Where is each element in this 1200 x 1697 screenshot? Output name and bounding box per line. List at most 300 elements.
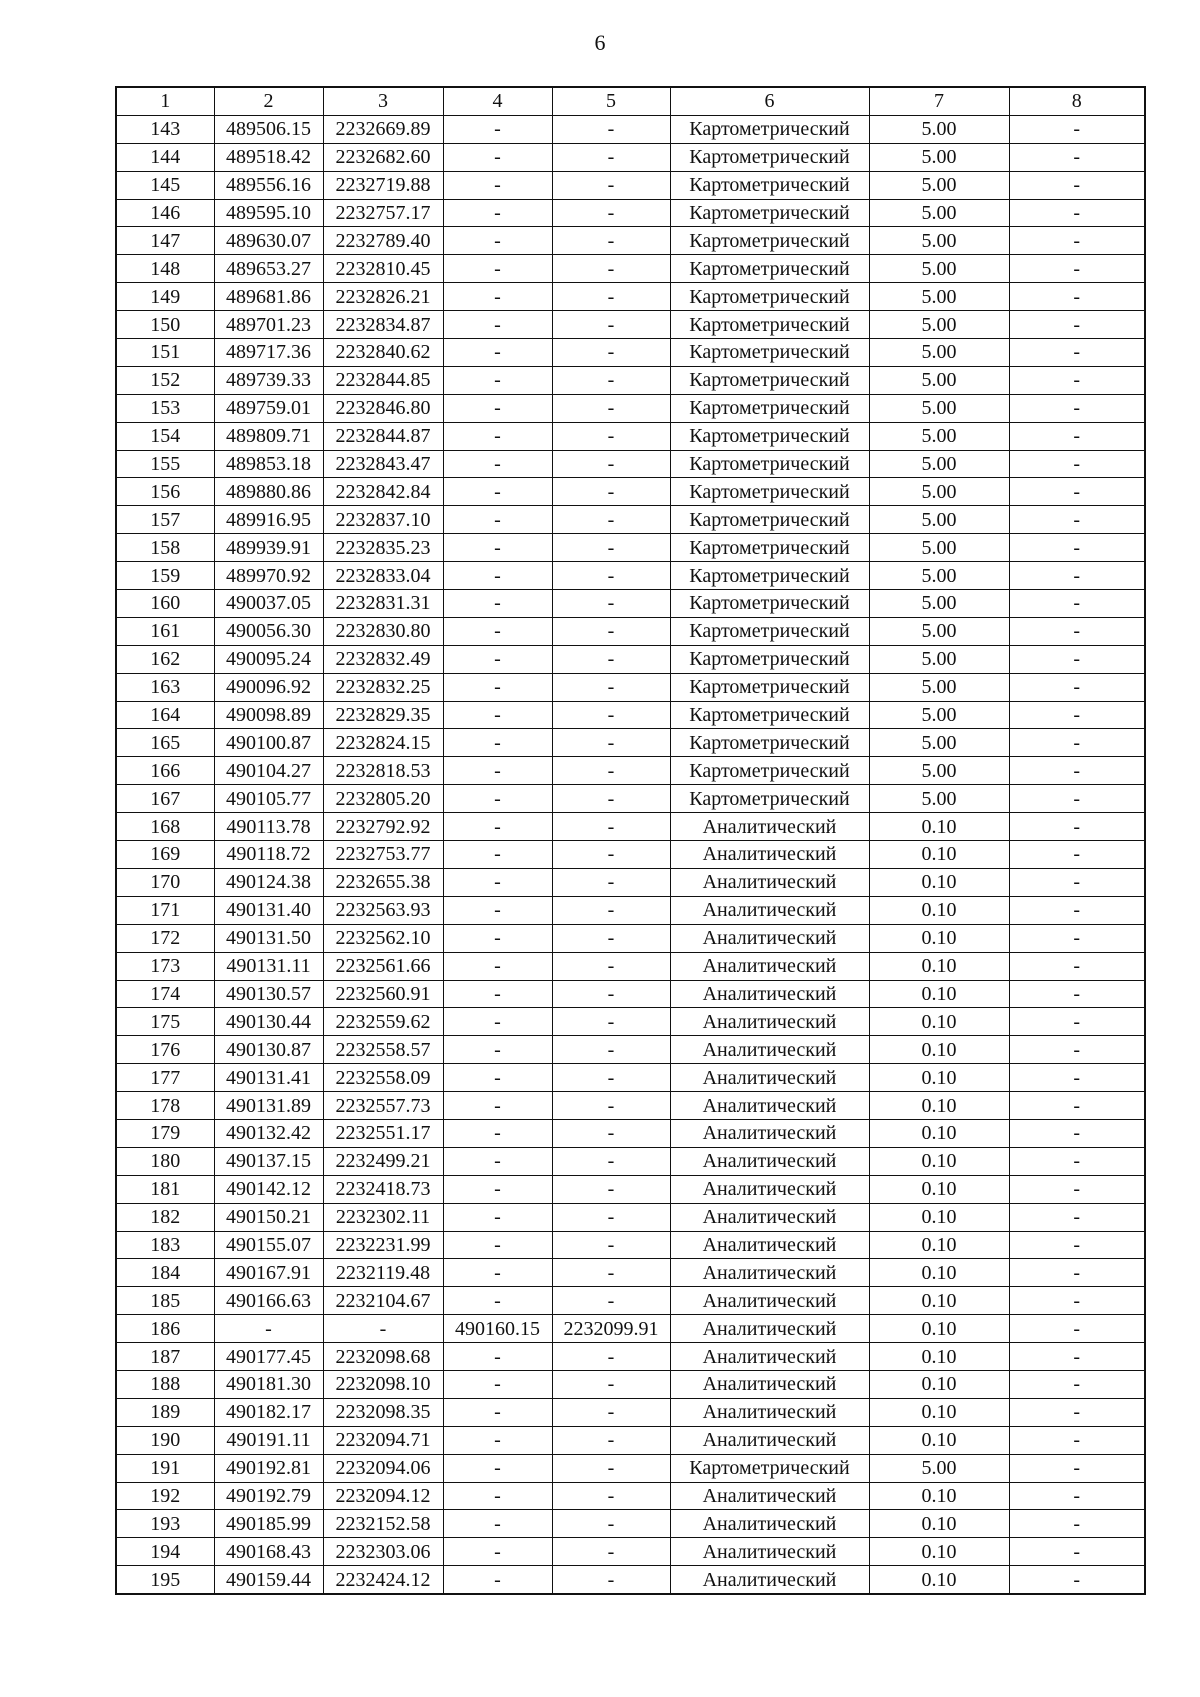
point-number-cell: 169 xyxy=(116,841,214,869)
x-new-coordinate-cell: - xyxy=(443,311,552,339)
y-coordinate-cell: 2232840.62 xyxy=(323,339,443,367)
accuracy-cell: 5.00 xyxy=(869,617,1009,645)
point-number-cell: 180 xyxy=(116,1147,214,1175)
table-row xyxy=(116,1203,1145,1231)
point-number-cell: 172 xyxy=(116,924,214,952)
point-number-cell: 146 xyxy=(116,199,214,227)
x-coordinate-cell: 489701.23 xyxy=(214,311,323,339)
note-cell: - xyxy=(1009,645,1145,673)
table-row xyxy=(116,590,1145,618)
table-body xyxy=(116,115,1145,1594)
y-coordinate-cell: 2232830.80 xyxy=(323,617,443,645)
note-cell: - xyxy=(1009,841,1145,869)
note-cell: - xyxy=(1009,896,1145,924)
point-number-cell: 184 xyxy=(116,1259,214,1287)
note-cell: - xyxy=(1009,422,1145,450)
x-coordinate-cell: 490130.44 xyxy=(214,1008,323,1036)
accuracy-cell: 5.00 xyxy=(869,562,1009,590)
point-number-cell: 176 xyxy=(116,1036,214,1064)
table-row xyxy=(116,980,1145,1008)
x-new-coordinate-cell: - xyxy=(443,366,552,394)
method-cell: Картометрический xyxy=(670,562,869,590)
method-cell: Аналитический xyxy=(670,1426,869,1454)
accuracy-cell: 0.10 xyxy=(869,868,1009,896)
y-coordinate-cell: 2232826.21 xyxy=(323,283,443,311)
accuracy-cell: 0.10 xyxy=(869,1426,1009,1454)
table-row xyxy=(116,1064,1145,1092)
y-coordinate-cell: 2232424.12 xyxy=(323,1566,443,1594)
method-cell: Аналитический xyxy=(670,1231,869,1259)
y-new-coordinate-cell: - xyxy=(552,171,670,199)
note-cell: - xyxy=(1009,562,1145,590)
accuracy-cell: 0.10 xyxy=(869,980,1009,1008)
method-cell: Аналитический xyxy=(670,924,869,952)
y-new-coordinate-cell: - xyxy=(552,645,670,673)
accuracy-cell: 5.00 xyxy=(869,478,1009,506)
accuracy-cell: 5.00 xyxy=(869,757,1009,785)
table-row xyxy=(116,785,1145,813)
y-new-coordinate-cell: - xyxy=(552,1370,670,1398)
point-number-cell: 145 xyxy=(116,171,214,199)
method-cell: Аналитический xyxy=(670,1203,869,1231)
column-header: 2 xyxy=(214,87,323,115)
x-new-coordinate-cell: - xyxy=(443,729,552,757)
y-new-coordinate-cell: - xyxy=(552,115,670,143)
method-cell: Картометрический xyxy=(670,450,869,478)
table-row xyxy=(116,701,1145,729)
y-coordinate-cell: 2232835.23 xyxy=(323,534,443,562)
table-row xyxy=(116,1259,1145,1287)
note-cell: - xyxy=(1009,1510,1145,1538)
y-coordinate-cell: 2232831.31 xyxy=(323,590,443,618)
point-number-cell: 152 xyxy=(116,366,214,394)
y-coordinate-cell: 2232562.10 xyxy=(323,924,443,952)
y-new-coordinate-cell: - xyxy=(552,1426,670,1454)
y-coordinate-cell: 2232551.17 xyxy=(323,1119,443,1147)
y-new-coordinate-cell: - xyxy=(552,841,670,869)
y-coordinate-cell: 2232842.84 xyxy=(323,478,443,506)
y-coordinate-cell: 2232844.85 xyxy=(323,366,443,394)
accuracy-cell: 5.00 xyxy=(869,311,1009,339)
y-new-coordinate-cell: - xyxy=(552,1008,670,1036)
y-coordinate-cell: 2232837.10 xyxy=(323,506,443,534)
table-row xyxy=(116,1398,1145,1426)
table-row xyxy=(116,868,1145,896)
method-cell: Аналитический xyxy=(670,1538,869,1566)
table-row xyxy=(116,617,1145,645)
x-coordinate-cell: 490037.05 xyxy=(214,590,323,618)
accuracy-cell: 0.10 xyxy=(869,1092,1009,1120)
note-cell: - xyxy=(1009,394,1145,422)
y-coordinate-cell: 2232655.38 xyxy=(323,868,443,896)
table-row xyxy=(116,1231,1145,1259)
x-coordinate-cell: 490095.24 xyxy=(214,645,323,673)
y-new-coordinate-cell: - xyxy=(552,952,670,980)
method-cell: Картометрический xyxy=(670,171,869,199)
x-new-coordinate-cell: - xyxy=(443,506,552,534)
y-coordinate-cell: 2232098.68 xyxy=(323,1343,443,1371)
y-new-coordinate-cell: - xyxy=(552,896,670,924)
x-new-coordinate-cell: - xyxy=(443,980,552,1008)
page-number: 6 xyxy=(594,30,606,55)
y-new-coordinate-cell: - xyxy=(552,450,670,478)
y-new-coordinate-cell: - xyxy=(552,1287,670,1315)
y-coordinate-cell: 2232094.71 xyxy=(323,1426,443,1454)
x-new-coordinate-cell: - xyxy=(443,199,552,227)
accuracy-cell: 0.10 xyxy=(869,952,1009,980)
point-number-cell: 149 xyxy=(116,283,214,311)
x-new-coordinate-cell: - xyxy=(443,562,552,590)
note-cell: - xyxy=(1009,1538,1145,1566)
table-row xyxy=(116,1175,1145,1203)
x-coordinate-cell: 489595.10 xyxy=(214,199,323,227)
note-cell: - xyxy=(1009,1036,1145,1064)
y-coordinate-cell: - xyxy=(323,1315,443,1343)
x-coordinate-cell: 490155.07 xyxy=(214,1231,323,1259)
y-new-coordinate-cell: - xyxy=(552,534,670,562)
method-cell: Аналитический xyxy=(670,1287,869,1315)
note-cell: - xyxy=(1009,701,1145,729)
method-cell: Аналитический xyxy=(670,1119,869,1147)
x-new-coordinate-cell: - xyxy=(443,1008,552,1036)
accuracy-cell: 0.10 xyxy=(869,1147,1009,1175)
point-number-cell: 177 xyxy=(116,1064,214,1092)
y-coordinate-cell: 2232719.88 xyxy=(323,171,443,199)
note-cell: - xyxy=(1009,450,1145,478)
accuracy-cell: 0.10 xyxy=(869,1510,1009,1538)
x-new-coordinate-cell: - xyxy=(443,868,552,896)
x-coordinate-cell: 489681.86 xyxy=(214,283,323,311)
accuracy-cell: 5.00 xyxy=(869,1454,1009,1482)
note-cell: - xyxy=(1009,1482,1145,1510)
note-cell: - xyxy=(1009,729,1145,757)
y-coordinate-cell: 2232557.73 xyxy=(323,1092,443,1120)
x-coordinate-cell: 490191.11 xyxy=(214,1426,323,1454)
y-new-coordinate-cell: - xyxy=(552,701,670,729)
note-cell: - xyxy=(1009,1147,1145,1175)
table-row xyxy=(116,1315,1145,1343)
method-cell: Аналитический xyxy=(670,1566,869,1594)
point-number-cell: 179 xyxy=(116,1119,214,1147)
table-row xyxy=(116,1454,1145,1482)
x-new-coordinate-cell: - xyxy=(443,645,552,673)
note-cell: - xyxy=(1009,924,1145,952)
accuracy-cell: 5.00 xyxy=(869,422,1009,450)
method-cell: Картометрический xyxy=(670,757,869,785)
y-new-coordinate-cell: - xyxy=(552,757,670,785)
x-coordinate-cell: 489506.15 xyxy=(214,115,323,143)
x-coordinate-cell: 489653.27 xyxy=(214,255,323,283)
table-row xyxy=(116,924,1145,952)
note-cell: - xyxy=(1009,1008,1145,1036)
accuracy-cell: 0.10 xyxy=(869,1566,1009,1594)
note-cell: - xyxy=(1009,673,1145,701)
table-row xyxy=(116,227,1145,255)
x-coordinate-cell: 490185.99 xyxy=(214,1510,323,1538)
table-row xyxy=(116,394,1145,422)
accuracy-cell: 5.00 xyxy=(869,394,1009,422)
x-coordinate-cell: 490168.43 xyxy=(214,1538,323,1566)
table-row xyxy=(116,1343,1145,1371)
y-coordinate-cell: 2232094.06 xyxy=(323,1454,443,1482)
y-new-coordinate-cell: - xyxy=(552,590,670,618)
point-number-cell: 187 xyxy=(116,1343,214,1371)
method-cell: Картометрический xyxy=(670,729,869,757)
method-cell: Аналитический xyxy=(670,1398,869,1426)
column-header: 8 xyxy=(1009,87,1145,115)
x-coordinate-cell: 489970.92 xyxy=(214,562,323,590)
x-coordinate-cell: 490192.79 xyxy=(214,1482,323,1510)
x-coordinate-cell: 489916.95 xyxy=(214,506,323,534)
accuracy-cell: 0.10 xyxy=(869,924,1009,952)
table-row xyxy=(116,171,1145,199)
y-new-coordinate-cell: - xyxy=(552,1175,670,1203)
point-number-cell: 159 xyxy=(116,562,214,590)
table-row xyxy=(116,422,1145,450)
accuracy-cell: 5.00 xyxy=(869,255,1009,283)
method-cell: Картометрический xyxy=(670,673,869,701)
y-coordinate-cell: 2232094.12 xyxy=(323,1482,443,1510)
table-row xyxy=(116,311,1145,339)
x-new-coordinate-cell: - xyxy=(443,1510,552,1538)
table-row xyxy=(116,1426,1145,1454)
x-new-coordinate-cell: - xyxy=(443,841,552,869)
table-row xyxy=(116,478,1145,506)
table-row xyxy=(116,896,1145,924)
x-new-coordinate-cell: - xyxy=(443,701,552,729)
y-coordinate-cell: 2232558.09 xyxy=(323,1064,443,1092)
y-coordinate-cell: 2232832.25 xyxy=(323,673,443,701)
point-number-cell: 153 xyxy=(116,394,214,422)
method-cell: Картометрический xyxy=(670,283,869,311)
table-row xyxy=(116,506,1145,534)
y-new-coordinate-cell: - xyxy=(552,1092,670,1120)
x-coordinate-cell: 490100.87 xyxy=(214,729,323,757)
x-new-coordinate-cell: - xyxy=(443,785,552,813)
table-row xyxy=(116,673,1145,701)
note-cell: - xyxy=(1009,813,1145,841)
note-cell: - xyxy=(1009,1259,1145,1287)
accuracy-cell: 5.00 xyxy=(869,673,1009,701)
y-coordinate-cell: 2232818.53 xyxy=(323,757,443,785)
y-new-coordinate-cell: - xyxy=(552,980,670,1008)
point-number-cell: 156 xyxy=(116,478,214,506)
method-cell: Аналитический xyxy=(670,868,869,896)
y-new-coordinate-cell: - xyxy=(552,311,670,339)
method-cell: Аналитический xyxy=(670,1147,869,1175)
accuracy-cell: 0.10 xyxy=(869,1343,1009,1371)
point-number-cell: 186 xyxy=(116,1315,214,1343)
table-row xyxy=(116,1008,1145,1036)
y-new-coordinate-cell: - xyxy=(552,1203,670,1231)
y-coordinate-cell: 2232792.92 xyxy=(323,813,443,841)
note-cell: - xyxy=(1009,1175,1145,1203)
note-cell: - xyxy=(1009,227,1145,255)
table-row xyxy=(116,645,1145,673)
method-cell: Картометрический xyxy=(670,534,869,562)
table-row xyxy=(116,450,1145,478)
method-cell: Картометрический xyxy=(670,590,869,618)
table-row xyxy=(116,283,1145,311)
x-coordinate-cell: 490124.38 xyxy=(214,868,323,896)
accuracy-cell: 5.00 xyxy=(869,729,1009,757)
table-row xyxy=(116,757,1145,785)
point-number-cell: 154 xyxy=(116,422,214,450)
method-cell: Картометрический xyxy=(670,1454,869,1482)
x-coordinate-cell: 490142.12 xyxy=(214,1175,323,1203)
x-new-coordinate-cell: - xyxy=(443,422,552,450)
note-cell: - xyxy=(1009,868,1145,896)
accuracy-cell: 0.10 xyxy=(869,1231,1009,1259)
x-new-coordinate-cell: - xyxy=(443,1482,552,1510)
table-row xyxy=(116,143,1145,171)
x-new-coordinate-cell: - xyxy=(443,1566,552,1594)
table-row xyxy=(116,339,1145,367)
x-coordinate-cell: 489739.33 xyxy=(214,366,323,394)
x-new-coordinate-cell: - xyxy=(443,478,552,506)
x-coordinate-cell: 490167.91 xyxy=(214,1259,323,1287)
y-new-coordinate-cell: - xyxy=(552,143,670,171)
method-cell: Картометрический xyxy=(670,143,869,171)
y-new-coordinate-cell: - xyxy=(552,1566,670,1594)
note-cell: - xyxy=(1009,1398,1145,1426)
column-header: 7 xyxy=(869,87,1009,115)
method-cell: Аналитический xyxy=(670,1315,869,1343)
x-new-coordinate-cell: 490160.15 xyxy=(443,1315,552,1343)
table-row xyxy=(116,1036,1145,1064)
y-coordinate-cell: 2232843.47 xyxy=(323,450,443,478)
method-cell: Картометрический xyxy=(670,255,869,283)
method-cell: Картометрический xyxy=(670,478,869,506)
y-new-coordinate-cell: - xyxy=(552,1119,670,1147)
x-coordinate-cell: 490131.11 xyxy=(214,952,323,980)
note-cell: - xyxy=(1009,255,1145,283)
method-cell: Аналитический xyxy=(670,1092,869,1120)
table-row xyxy=(116,1119,1145,1147)
point-number-cell: 157 xyxy=(116,506,214,534)
accuracy-cell: 5.00 xyxy=(869,534,1009,562)
note-cell: - xyxy=(1009,366,1145,394)
point-number-cell: 183 xyxy=(116,1231,214,1259)
x-new-coordinate-cell: - xyxy=(443,450,552,478)
table-row xyxy=(116,199,1145,227)
method-cell: Картометрический xyxy=(670,394,869,422)
y-new-coordinate-cell: - xyxy=(552,1454,670,1482)
x-coordinate-cell: 489518.42 xyxy=(214,143,323,171)
point-number-cell: 191 xyxy=(116,1454,214,1482)
point-number-cell: 171 xyxy=(116,896,214,924)
y-new-coordinate-cell: - xyxy=(552,227,670,255)
x-new-coordinate-cell: - xyxy=(443,339,552,367)
table-row xyxy=(116,1482,1145,1510)
accuracy-cell: 0.10 xyxy=(869,1315,1009,1343)
accuracy-cell: 5.00 xyxy=(869,227,1009,255)
method-cell: Аналитический xyxy=(670,896,869,924)
x-new-coordinate-cell: - xyxy=(443,1538,552,1566)
x-coordinate-cell: - xyxy=(214,1315,323,1343)
coordinates-table xyxy=(115,86,1146,1595)
x-new-coordinate-cell: - xyxy=(443,813,552,841)
y-new-coordinate-cell: - xyxy=(552,1231,670,1259)
y-new-coordinate-cell: - xyxy=(552,617,670,645)
note-cell: - xyxy=(1009,1426,1145,1454)
accuracy-cell: 0.10 xyxy=(869,841,1009,869)
note-cell: - xyxy=(1009,171,1145,199)
y-new-coordinate-cell: - xyxy=(552,1398,670,1426)
point-number-cell: 143 xyxy=(116,115,214,143)
method-cell: Аналитический xyxy=(670,813,869,841)
point-number-cell: 188 xyxy=(116,1370,214,1398)
note-cell: - xyxy=(1009,1287,1145,1315)
x-coordinate-cell: 490132.42 xyxy=(214,1119,323,1147)
note-cell: - xyxy=(1009,785,1145,813)
x-new-coordinate-cell: - xyxy=(443,227,552,255)
x-coordinate-cell: 490096.92 xyxy=(214,673,323,701)
note-cell: - xyxy=(1009,1092,1145,1120)
x-coordinate-cell: 490098.89 xyxy=(214,701,323,729)
point-number-cell: 194 xyxy=(116,1538,214,1566)
note-cell: - xyxy=(1009,1315,1145,1343)
x-new-coordinate-cell: - xyxy=(443,1370,552,1398)
y-new-coordinate-cell: - xyxy=(552,729,670,757)
note-cell: - xyxy=(1009,311,1145,339)
y-coordinate-cell: 2232563.93 xyxy=(323,896,443,924)
y-new-coordinate-cell: - xyxy=(552,366,670,394)
accuracy-cell: 0.10 xyxy=(869,1036,1009,1064)
note-cell: - xyxy=(1009,1454,1145,1482)
x-new-coordinate-cell: - xyxy=(443,1203,552,1231)
method-cell: Картометрический xyxy=(670,366,869,394)
x-new-coordinate-cell: - xyxy=(443,1343,552,1371)
point-number-cell: 161 xyxy=(116,617,214,645)
y-new-coordinate-cell: - xyxy=(552,255,670,283)
y-new-coordinate-cell: - xyxy=(552,506,670,534)
x-coordinate-cell: 489759.01 xyxy=(214,394,323,422)
method-cell: Картометрический xyxy=(670,506,869,534)
y-coordinate-cell: 2232682.60 xyxy=(323,143,443,171)
accuracy-cell: 0.10 xyxy=(869,1398,1009,1426)
accuracy-cell: 0.10 xyxy=(869,813,1009,841)
note-cell: - xyxy=(1009,617,1145,645)
column-header: 1 xyxy=(116,87,214,115)
table-row xyxy=(116,1566,1145,1594)
y-new-coordinate-cell: - xyxy=(552,1510,670,1538)
x-new-coordinate-cell: - xyxy=(443,143,552,171)
point-number-cell: 160 xyxy=(116,590,214,618)
y-coordinate-cell: 2232789.40 xyxy=(323,227,443,255)
point-number-cell: 189 xyxy=(116,1398,214,1426)
accuracy-cell: 0.10 xyxy=(869,1119,1009,1147)
x-new-coordinate-cell: - xyxy=(443,1259,552,1287)
point-number-cell: 195 xyxy=(116,1566,214,1594)
accuracy-cell: 0.10 xyxy=(869,1175,1009,1203)
y-new-coordinate-cell: - xyxy=(552,924,670,952)
accuracy-cell: 0.10 xyxy=(869,1538,1009,1566)
y-coordinate-cell: 2232832.49 xyxy=(323,645,443,673)
y-new-coordinate-cell: - xyxy=(552,1259,670,1287)
table-row xyxy=(116,1287,1145,1315)
x-new-coordinate-cell: - xyxy=(443,617,552,645)
point-number-cell: 148 xyxy=(116,255,214,283)
y-coordinate-cell: 2232757.17 xyxy=(323,199,443,227)
note-cell: - xyxy=(1009,1064,1145,1092)
y-coordinate-cell: 2232152.58 xyxy=(323,1510,443,1538)
y-coordinate-cell: 2232833.04 xyxy=(323,562,443,590)
x-new-coordinate-cell: - xyxy=(443,590,552,618)
table-row xyxy=(116,729,1145,757)
y-coordinate-cell: 2232098.10 xyxy=(323,1370,443,1398)
note-cell: - xyxy=(1009,980,1145,1008)
